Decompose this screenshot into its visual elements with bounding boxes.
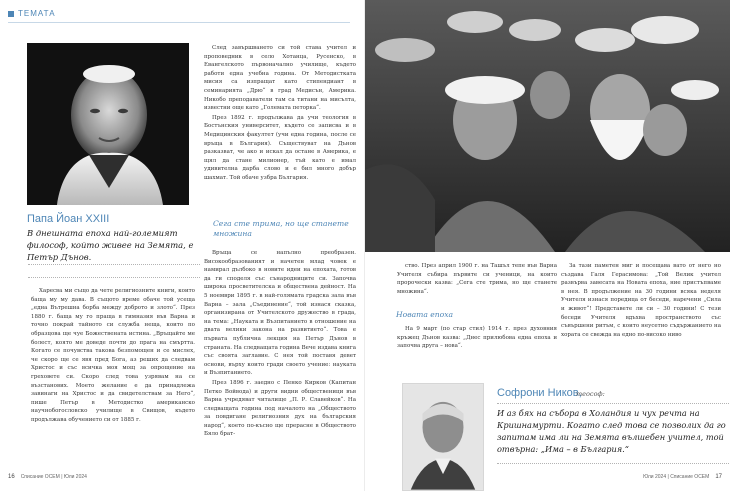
- crowd-photo-image: [365, 0, 730, 252]
- paragraph: На 9 март (по стар стил) 1914 г. през духовния кръжец Дънов казва: „Днес прилюбова една епоха и започва друга – нова“.: [397, 326, 557, 350]
- paragraph: През 1892 г. продължава да учи теология в Бостънския университет, където се записва и в Медицинския факултет (учи една година, после се връща в България). Съществуват на Дънов разказват, че ако и искал да остане в Америка, е щял да стане милионер, тъй като е имал удивителна дарба слово и е бил много добър шахмат. Той обаче узбра България.: [204, 114, 356, 181]
- section-label: ТЕМАТА: [18, 9, 56, 18]
- paragraph: След завършването си той става учител и проповедник в село Хотанца, Русенско, в Евангелското първоначално училище, където работи една учебна година. От Методистката мисия са изпращат като стипендиант в семинарията „Дрю“ в град Медисън, Америка. Никобо преподаватели там са титани на мисълта, известни още като „Големата петорка“.: [204, 45, 356, 112]
- section-divider: [8, 22, 350, 23]
- page-footer-left: [8, 474, 87, 480]
- page-footer-right: [643, 474, 722, 480]
- section-tag: [8, 9, 56, 18]
- person-quote: И аз бях на събора в Холандия и чух речта на Кришнамурти. Когато след това се позволих да го запитам има ли на Земята вълшебен учител, той отвърна: „Има – в България.“: [497, 408, 726, 454]
- pope-portrait-photo: [27, 43, 189, 205]
- crowd-photo: [365, 0, 730, 252]
- sofroni-portrait-photo: [402, 383, 484, 491]
- article-column-right-a: [397, 262, 557, 297]
- paragraph: ство. През април 1900 г. на Ташъл тепе във Варна Учителя събира първите си ученици, на които пророчески казва: „Сега сте трима, но ще станете множина“.: [397, 263, 557, 295]
- quote-divider: [497, 403, 729, 404]
- article-column-left: [31, 287, 195, 426]
- paragraph: За тази паметен миг и посещава вато от него но създава Галя Герасимова: „Той Велик учител развърва завесата на Новата епоха, ние пристъпваме в нея. В продължение на 30 години всяка неделя Учителя изнася поредица от беседи, наречени „Сила и живот“! Представете ли си – 30 години! С тези беседи Учителя вдъхва пространството със съвършени ритъм, с които неусетно съдържанието на хората се свежда на едно по-високо ниво: [561, 263, 721, 338]
- page-number: 16: [8, 474, 15, 480]
- article-column-right-a-lower: [397, 325, 557, 352]
- quote-divider: [497, 463, 729, 464]
- magazine-credit: Юли 2024 | Списание ОСЕМ: [643, 474, 710, 480]
- subheading: Новата епоха: [396, 310, 454, 319]
- paragraph: Връща се напълно преобразен. Високообразованият и начетен млад човек е намирал дълбоко в новите идеи на епохата, готов да ги споделя със сънародниците си. Започва широка просветителска и обществена дейност. На 5 ноември 1895 г. в най-голямата градска зала във Варна – зала „Съединение“, той изнася сказка, организирана от Учителското дружество в града, на тема: „Науката и Възпитанието в отношение на двата велики закона на развитието“. Това е първата публична лекция на Петър Дънов в страната. На следващата година Вече издава книга със своята заглавие. С нея той поставя девет основи, върху които гради своето учение: науката и Възпитанието.: [204, 250, 356, 377]
- quote-box: [395, 353, 725, 468]
- person-role: теософ:: [576, 390, 605, 398]
- paragraph: През 1896 г. заедно с Пенко Кирков (Капитан Петко Войвода) и други видни общественици във Варна учредяват читалище „П. Р. Славейков“. На следващата година под началото на „Обществото за повдигане религиозния дух на българския народ“, което по-късно ще прерасне в Обществото Бяло брат-: [204, 379, 356, 438]
- article-column-middle-lower: [204, 249, 356, 440]
- page-number: 17: [715, 474, 722, 480]
- quote-divider: [28, 264, 200, 265]
- person-quote: В днешната епоха най-големият философ, който живее на Земята, е Петър Дънов.: [27, 228, 194, 262]
- section-square-icon: [8, 11, 14, 17]
- right-page: [365, 0, 730, 491]
- subheading: Сега сте трима, но ще станете множина: [213, 219, 349, 238]
- sofroni-portrait-image: [403, 384, 483, 490]
- person-name: Папа Йоан XXIII: [27, 213, 110, 225]
- magazine-credit: Списание ОСЕМ | Юли 2024: [20, 474, 87, 480]
- quote-divider: [28, 277, 200, 278]
- article-column-middle: [204, 44, 356, 184]
- person-name: Софрони Ников,: [497, 387, 582, 399]
- paragraph: Харесва ми също да чете религиозните книги, които баща му му дава. В същото време обаче той усеща „една Вътрешна борба между доброто и злото“. През 1880 г. баща му го праща в гимназия във Варна и точно покрай тайното си служба неща, които по образцова ще чуе Божествената истина. „Връщайте ме болест, която ме доведе почти до прага на смъртта. Когато се почувства такова безпомощен и се мислех, че скоро ще се явя пред Бога, аз реших да следвам Христос и със всичка моя мощ за опрощение на греховете си. Скоро след това узрявам на се възстанових. Моето желание е да принадлежа завинаги на Христос и да свидетелствам за Него“, пише Петър в Методистко американско научнобогословско училище в Свищов, където продължава обучението си от 1885 г.: [31, 288, 195, 423]
- pope-portrait-image: [27, 43, 189, 205]
- article-column-right-b: [561, 262, 721, 340]
